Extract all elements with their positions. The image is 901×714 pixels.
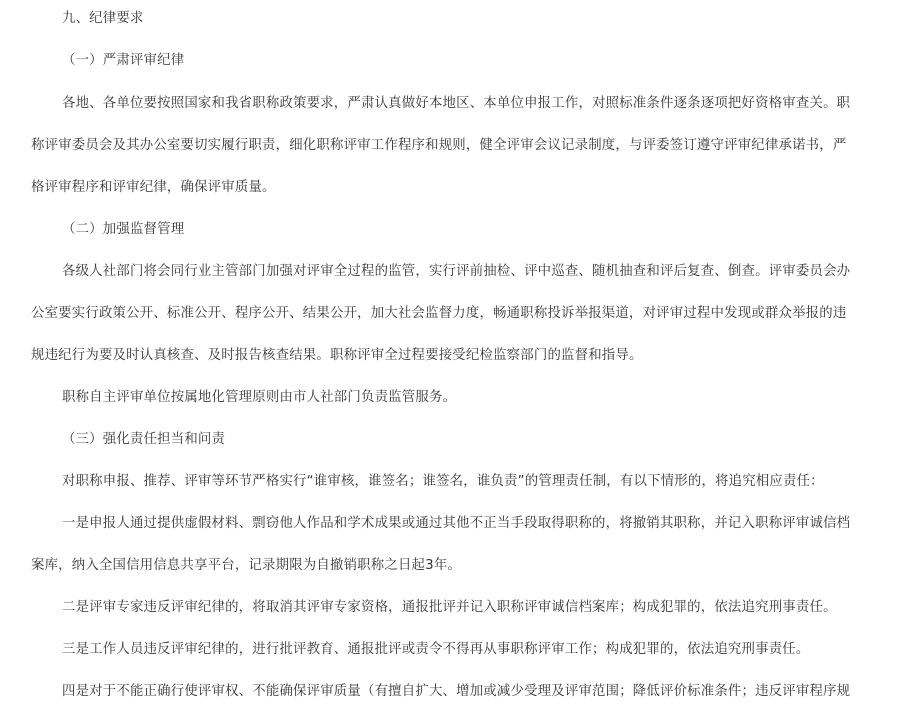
paragraph-line: 格评审程序和评审纪律，确保评审质量。 <box>31 180 276 195</box>
subsection-heading: （三）强化责任担当和问责 <box>62 432 226 447</box>
paragraph-line: 二是评审专家违反评审纪律的，将取消其评审专家资格，通报批评并记入职称评审诚信档案库；构成犯罪的，依法追究刑事责任。 <box>62 600 837 615</box>
paragraph-line: 四是对于不能正确行使评审权、不能确保评审质量（有擅自扩大、增加或减少受理及评审范围；降低评价标准条件；违反评审程序规 <box>62 684 851 699</box>
paragraph-line: 对职称申报、推荐、评审等环节严格实行“谁审核，谁签名；谁签名，谁负责”的管理责任制，有以下情形的，将追究相应责任： <box>62 474 824 489</box>
paragraph-line: 一是申报人通过提供虚假材料、剽窃他人作品和学术成果或通过其他不正当手段取得职称的，将撤销其职称，并记入职称评审诚信档 <box>62 516 851 531</box>
subsection-heading: （二）加强监督管理 <box>62 222 185 237</box>
paragraph-line: 各级人社部门将会同行业主管部门加强对评审全过程的监管，实行评前抽检、评中巡查、随机抽查和评后复查、倒查。评审委员会办 <box>62 264 851 279</box>
paragraph-line: 案库，纳入全国信用信息共享平台，记录期限为自撤销职称之日起3年。 <box>31 558 462 573</box>
paragraph-line: 规违纪行为要及时认真核查、及时报告核查结果。职称评审全过程要接受纪检监察部门的监督和指导。 <box>31 348 643 363</box>
paragraph-line: 公室要实行政策公开、标准公开、程序公开、结果公开，加大社会监督力度，畅通职称投诉举报渠道，对评审过程中发现或群众举报的违 <box>31 306 847 321</box>
subsection-heading: （一）严肃评审纪律 <box>62 53 185 68</box>
paragraph-line: 称评审委员会及其办公室要切实履行职责，细化职称评审工作程序和规则，健全评审会议记录制度，与评委签订遵守评审纪律承诺书，严 <box>31 138 847 153</box>
paragraph-line: 职称自主评审单位按属地化管理原则由市人社部门负责监管服务。 <box>62 390 457 405</box>
section-heading: 九、纪律要求 <box>62 11 144 26</box>
paragraph-line: 各地、各单位要按照国家和我省职称政策要求，严肃认真做好本地区、本单位申报工作，对照标准条件逐条逐项把好资格审查关。职 <box>62 96 851 111</box>
paragraph-line: 三是工作人员违反评审纪律的，进行批评教育、通报批评或责令不得再从事职称评审工作；构成犯罪的，依法追究刑事责任。 <box>62 642 810 657</box>
